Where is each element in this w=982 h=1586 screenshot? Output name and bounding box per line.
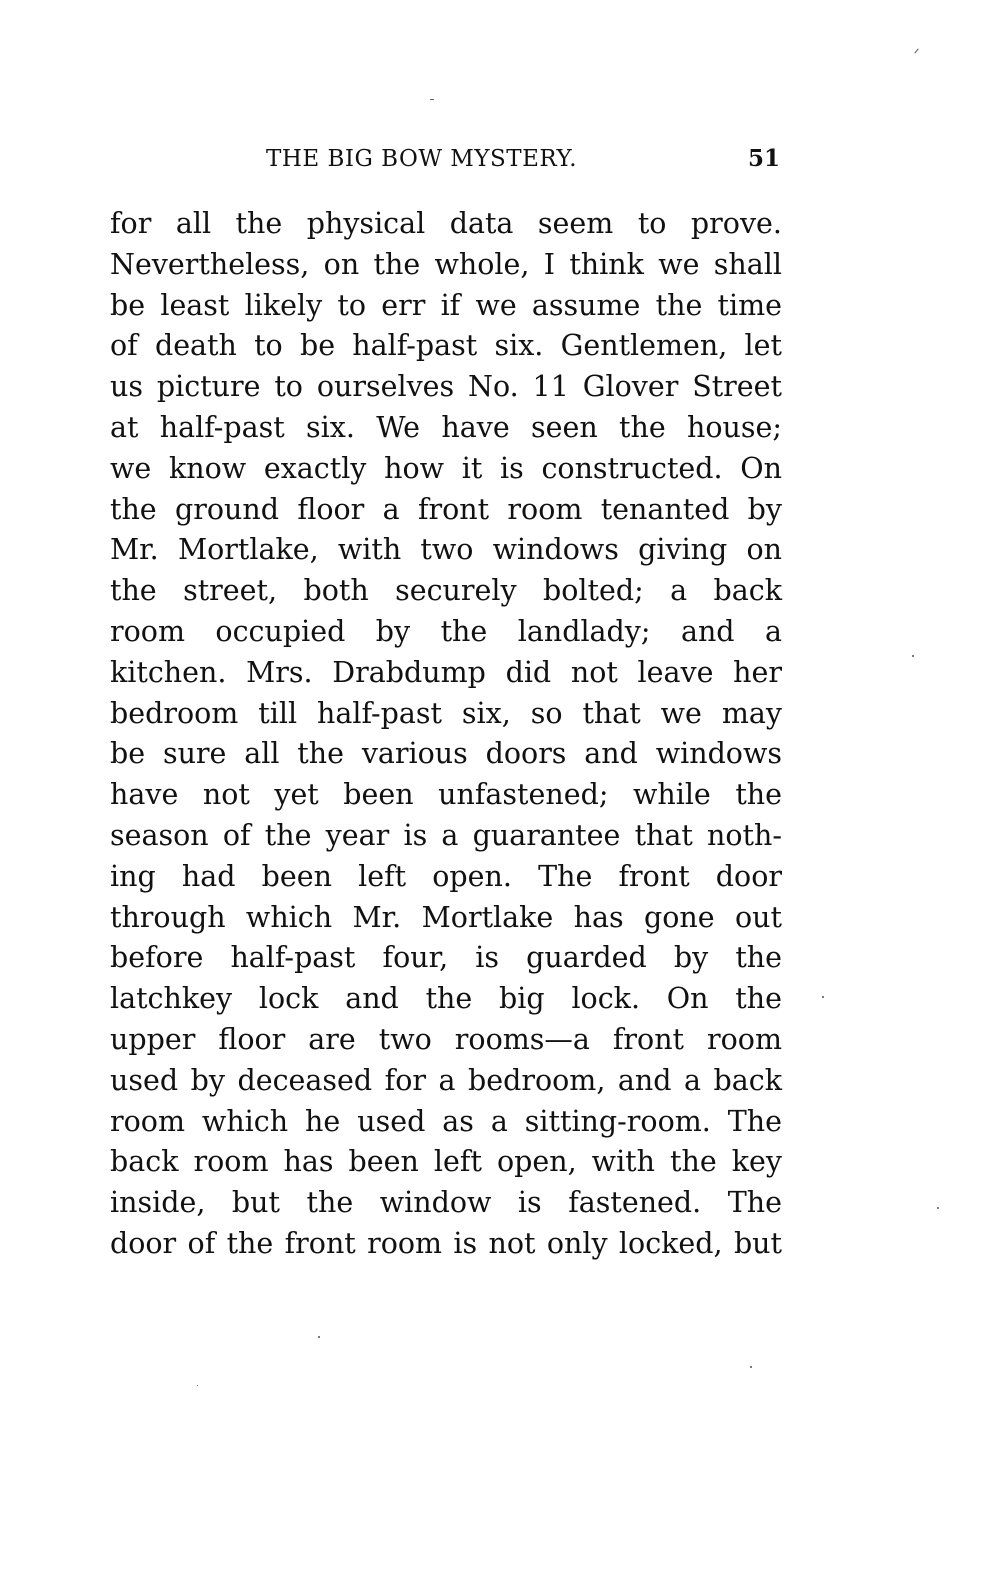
text-line: season of the year is a guarantee that noth- [110,818,782,852]
text-line: through which Mr. Mortlake has gone out [110,900,782,934]
scan-speck [937,1207,939,1209]
text-line: Mr. Mortlake, with two windows giving on [110,533,782,567]
scan-speck [197,1385,198,1386]
text-line: used by deceased for a bedroom, and a back [110,1063,782,1097]
text-line: for all the physical data seem to prove. [110,207,782,240]
text-line: door of the front room is not only locked, but [110,1226,782,1260]
text-line: before half-past four, is guarded by the [110,941,782,975]
text-line: ing had been left open. The front door [110,859,782,893]
text-line: be sure all the various doors and windows [110,737,782,771]
scan-speck [750,1366,752,1368]
page-number: 51 [747,145,780,172]
scan-speck [914,48,919,53]
text-line: at half-past six. We have seen the house; [110,410,782,444]
scan-speck [430,99,434,100]
text-line: kitchen. Mrs. Drabdump did not leave her [110,655,782,689]
text-line: upper floor are two rooms—a front room [110,1022,782,1056]
scan-speck [912,655,914,657]
text-line: room occupied by the landlady; and a [110,614,782,648]
text-line: the ground floor a front room tenanted by [110,492,782,526]
text-line: the street, both securely bolted; a back [110,574,782,608]
scan-speck [822,996,824,998]
body-text [110,204,782,1265]
text-line: bedroom till half-past six, so that we may [110,696,782,730]
text-line: have not yet been unfastened; while the [110,778,782,812]
text-line: we know exactly how it is constructed. On [110,451,782,485]
text-line: back room has been left open, with the key [110,1145,782,1179]
text-line: of death to be half-past six. Gentlemen, let [110,329,782,363]
text-line: be least likely to err if we assume the time [110,288,782,322]
text-line: inside, but the window is fastened. The [110,1186,782,1220]
running-title: THE BIG BOW MYSTERY. [266,146,578,172]
text-line: room which he used as a sitting-room. The [110,1104,782,1138]
text-line: Nevertheless, on the whole, I think we shall [110,247,782,281]
text-line: latchkey lock and the big lock. On the [110,982,782,1016]
running-head [110,142,786,176]
scan-speck [318,1336,320,1338]
text-line: us picture to ourselves No. 11 Glover Street [110,370,782,404]
